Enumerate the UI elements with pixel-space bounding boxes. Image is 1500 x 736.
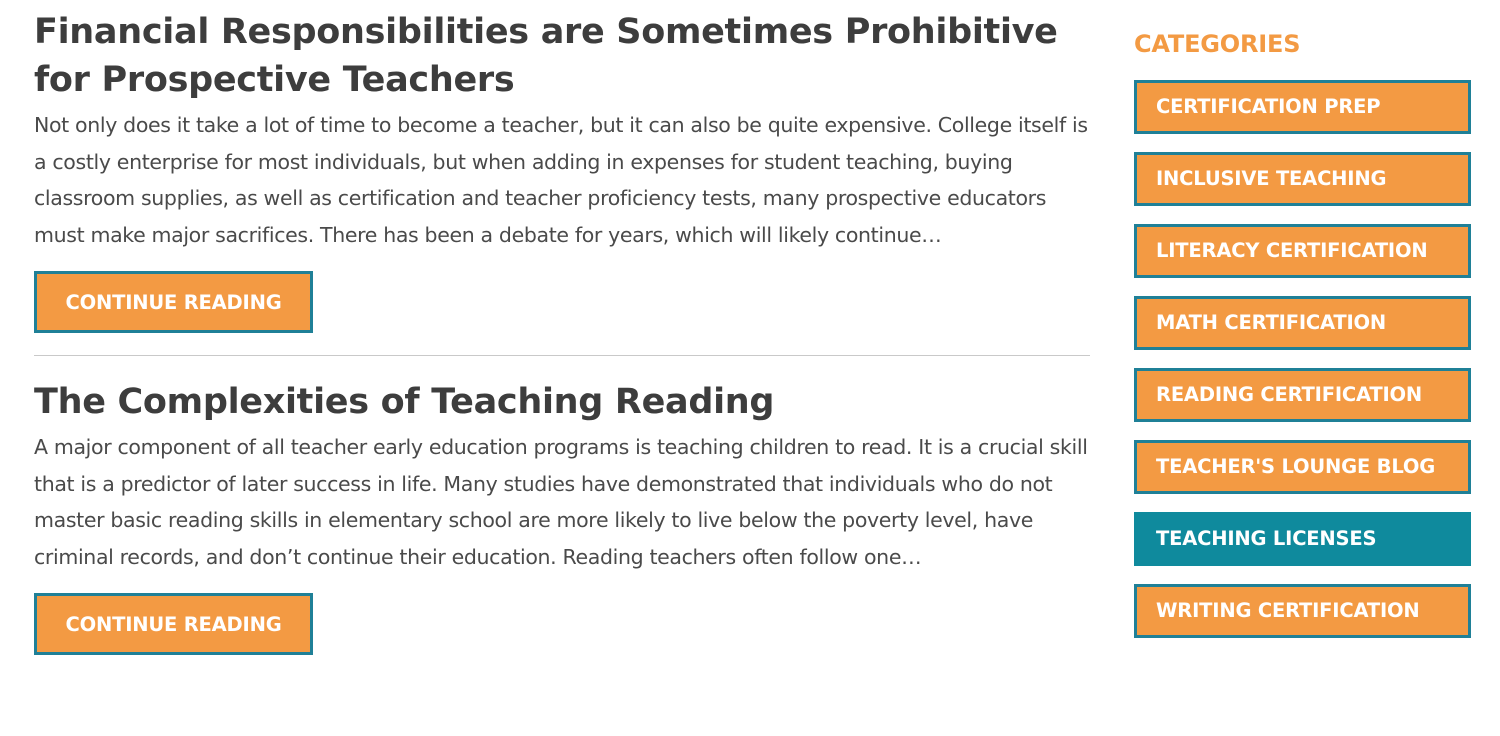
continue-reading-button[interactable]: CONTINUE READING: [34, 593, 313, 655]
post-divider: [34, 355, 1090, 356]
category-writing-certification[interactable]: WRITING CERTIFICATION: [1134, 584, 1471, 638]
post-excerpt: Not only does it take a lot of time to become a teacher, but it can also be quite expensive. College itself is a costly enterprise for most individuals, but when adding in expenses for student teaching, buying classroom supplies, as well as certification and teacher proficiency tests, many prospective educators must make major sacrifices. There has been a debate for years, which will likely continue…: [34, 113, 1088, 247]
categories-list: [1134, 80, 1471, 638]
post-title[interactable]: The Complexities of Teaching Reading: [34, 382, 775, 422]
categories-heading: CATEGORIES: [1134, 30, 1301, 58]
main-content: [34, 0, 1090, 655]
post-excerpt: A major component of all teacher early education programs is teaching children to read. It is a crucial skill that is a predictor of later success in life. Many studies have demonstrated that individuals who do not master basic reading skills in elementary school are more likely to live below the poverty level, have criminal records, and don’t continue their education. Reading teachers often follow one…: [34, 435, 1088, 569]
blog-post: [34, 378, 1090, 655]
category-teachers-lounge-blog[interactable]: TEACHER'S LOUNGE BLOG: [1134, 440, 1471, 494]
category-teaching-licenses[interactable]: TEACHING LICENSES: [1134, 512, 1471, 566]
category-literacy-certification[interactable]: LITERACY CERTIFICATION: [1134, 224, 1471, 278]
categories-sidebar: [1134, 26, 1471, 656]
category-reading-certification[interactable]: READING CERTIFICATION: [1134, 368, 1471, 422]
category-inclusive-teaching[interactable]: INCLUSIVE TEACHING: [1134, 152, 1471, 206]
continue-reading-button[interactable]: CONTINUE READING: [34, 271, 313, 333]
blog-post: [34, 0, 1090, 333]
category-math-certification[interactable]: MATH CERTIFICATION: [1134, 296, 1471, 350]
post-title[interactable]: Financial Responsibilities are Sometimes Prohibitive for Prospective Teachers: [34, 12, 1058, 100]
category-certification-prep[interactable]: CERTIFICATION PREP: [1134, 80, 1471, 134]
